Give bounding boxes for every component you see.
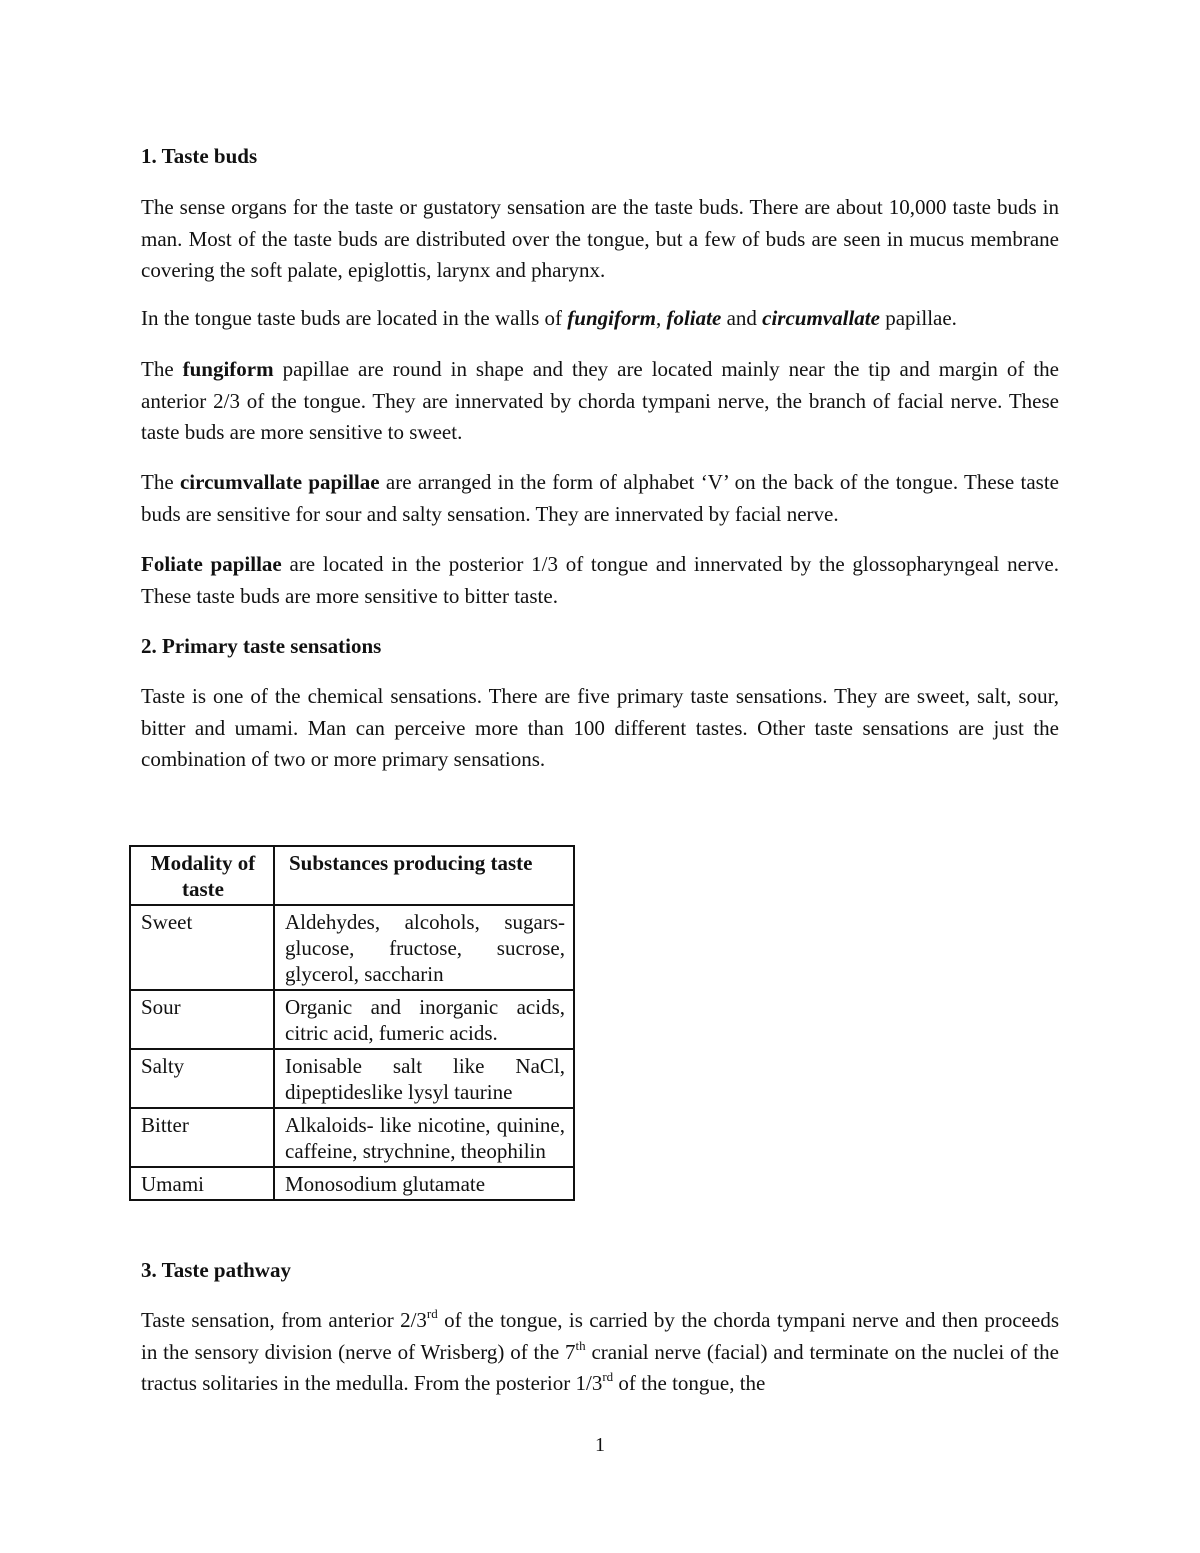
taste-modality-table: [129, 845, 575, 1201]
table-cell-substances: Alkaloids- like nicotine, quinine, caffeine, strychnine, theophilin: [274, 1108, 574, 1167]
text-run: In the tongue taste buds are located in the walls of: [141, 306, 568, 330]
term-foliate: foliate: [666, 306, 722, 330]
table-row: [130, 1049, 574, 1108]
table-cell-modality: Umami: [130, 1167, 274, 1200]
text-run: and: [721, 306, 763, 330]
paragraph-papillae-types: [141, 303, 1059, 335]
table-header-row: [130, 846, 574, 905]
term-foliate-bold: Foliate papillae: [141, 552, 282, 576]
text-run: The: [141, 470, 180, 494]
table-cell-modality: Sweet: [130, 905, 274, 990]
table-row: [130, 1167, 574, 1200]
superscript: rd: [602, 1369, 614, 1384]
text-run: Taste sensation, from anterior 2/3: [141, 1308, 427, 1332]
paragraph-fungiform: [141, 354, 1059, 449]
text-run: of the tongue, is carried by the chorda tympani nerve and then proceeds in the sensory division (nerve of Wrisberg) of the 7: [141, 1308, 1059, 1364]
text-run: papillae are round in shape and they are located mainly near the tip and margin of the anterior 2/3 of the tongue. They are innervated by chorda tympani nerve, the branch of facial nerve. These taste buds are more sensitive to sweet.: [141, 357, 1059, 444]
table-cell-modality: Bitter: [130, 1108, 274, 1167]
term-fungiform: fungiform: [567, 306, 656, 330]
section-heading-taste-pathway: 3. Taste pathway: [141, 1258, 291, 1282]
table-cell-modality: Sour: [130, 990, 274, 1049]
table-cell-substances: Aldehydes, alcohols, sugars-glucose, fructose, sucrose, glycerol, saccharin: [274, 905, 574, 990]
paragraph-primary-taste: Taste is one of the chemical sensations. There are five primary taste sensations. They are sweet, salt, sour, bitter and umami. Man can perceive more than 100 different tastes. Other taste sensations are just the combination of two or more primary sensations.: [141, 684, 1059, 771]
text-run: The: [141, 357, 183, 381]
page-number: 1: [595, 1434, 605, 1456]
section-heading-primary-taste: 2. Primary taste sensations: [141, 634, 382, 658]
text-run: are located in the posterior 1/3 of tongue and innervated by the glossopharyngeal nerve. These taste buds are more sensitive to bitter taste.: [141, 552, 1060, 608]
term-circumvallate-bold: circumvallate papillae: [179, 470, 380, 494]
table-cell-substances: Monosodium glutamate: [274, 1167, 574, 1200]
table-row: [130, 905, 574, 990]
text-run: ,: [655, 306, 667, 330]
table-header-modality: Modality of taste: [130, 846, 274, 905]
table-row: [130, 1108, 574, 1167]
table-cell-substances: Ionisable salt like NaCl, dipeptideslike lysyl taurine: [274, 1049, 574, 1108]
table-row: [130, 990, 574, 1049]
term-circumvallate: circumvallate: [762, 306, 880, 330]
superscript: th: [575, 1337, 586, 1353]
text-run: papillae.: [879, 306, 957, 330]
paragraph-taste-pathway: [141, 1305, 1059, 1400]
paragraph-taste-buds-intro: The sense organs for the taste or gustatory sensation are the taste buds. There are about 10,000 taste buds in man. Most of the taste buds are distributed over the tongue, but a few of buds are seen in mucus membrane covering the soft palate, epiglottis, larynx and pharynx.: [141, 195, 1059, 282]
text-run: of the tongue, the: [613, 1371, 766, 1395]
table-cell-modality: Salty: [130, 1049, 274, 1108]
paragraph-foliate: [141, 549, 1059, 612]
table-header-substances: Substances producing taste: [274, 846, 574, 905]
text-run: cranial nerve (facial) and terminate on the nuclei of the tractus solitaries in the medulla. From the posterior 1/3: [141, 1339, 1059, 1395]
table-cell-substances: Organic and inorganic acids, citric acid, fumeric acids.: [274, 990, 574, 1049]
paragraph-circumvallate: [141, 467, 1059, 530]
term-fungiform-bold: fungiform: [182, 357, 274, 381]
superscript: rd: [426, 1306, 438, 1321]
text-run: are arranged in the form of alphabet ‘V’ on the back of the tongue. These taste buds are sensitive for sour and salty sensation. They are innervated by facial nerve.: [141, 470, 1059, 526]
section-heading-taste-buds: 1. Taste buds: [141, 144, 258, 168]
